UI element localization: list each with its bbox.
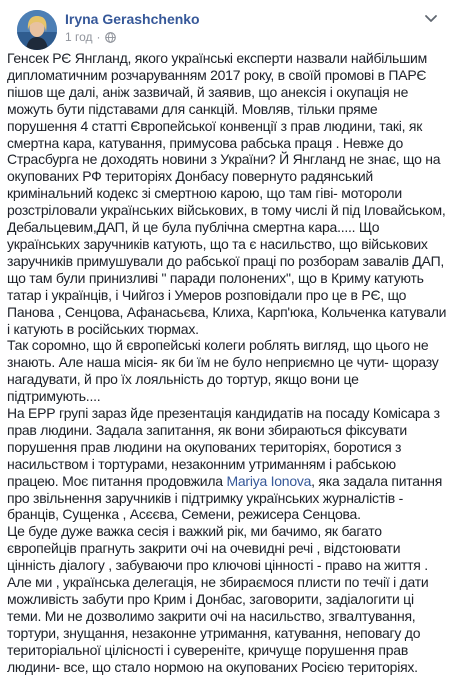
- post-meta: [65, 30, 116, 44]
- post-paragraph-4: Це буде дуже важка сесія і важкий рік, ми бачимо, як багато європейців прагнуть закрити очі на очевидні речі , відстоювати цінність діалогу , забуваючи про ключові цінності - право на життя . Але ми , українська делегація, не збираємося плисти по течії і дати можливість забути про Крим і Донбас, заговорити, задіалогити ці теми. Ми не дозволимо закрити очі на насильство, згвалтування, тортури, знущання, незаконне утримання, катування, неповагу до територіальної цілісності і суверенітe, кричуще порушення прав людини- все, що стало нормою на окупованих Росією територіях.: [7, 523, 429, 675]
- post-header: [7, 0, 450, 48]
- post-body: [7, 50, 450, 676]
- avatar-image: [17, 10, 57, 50]
- mention-link[interactable]: Mariya Ionova: [226, 472, 312, 489]
- post-paragraph-1: Генсек РЄ Янгланд, якого українські експерти назвали найбільшим дипломатичним розчаруванням 2017 року, в своїй промові в ПАРЄ пішов ще далі, аніж зазвичай, й заявив, що анексія і окупація не можуть бути підставами для санкцій. Мовляв, тільки пряме порушення 4 статті Європейської конвенції з прав людини, такі, як смертна кара, катування, примусова рабська праця . Невже до Страсбурга не доходять новини з України? Й Янгланд не знає, що на окупованих РФ територіях Донбасу повернуто радянський кримінальний кодекс зі смертною карою, що там гіві- моторoли розстріловали українських військових, в тому числі й під Іловайськом, Дебальцевим,ДАП, й це була публічна смертна кара..... Що українських заручників катують, що та є насильство, що військових заручників примушували до рабської праці по розборам завалів ДАП, що там були принизливі " паради полонених", що в Криму катують татар і українців, і Чийгоз і Умеров розповідали про це в РЄ, що Панова , Сенцова, Афанасьєва, Клиха, Карп'юка, Кольченка катували і катують в російських тюрмах.: [7, 50, 447, 337]
- paragraph-3-text-end: , яка задала питання про звільнення заручників і підтримку українських журналістів - бранців, Сущенка , Асєєва, Семени, режисера Сенцова.: [7, 472, 443, 523]
- post-timestamp[interactable]: 1 год: [65, 30, 93, 44]
- author-name[interactable]: Iryna Gerashchenko: [65, 11, 200, 27]
- meta-separator: ·: [96, 30, 101, 44]
- chevron-down-icon[interactable]: [424, 14, 438, 24]
- globe-icon[interactable]: [105, 32, 116, 43]
- post-paragraph-3: [7, 405, 450, 523]
- paragraph-3-text-start: На ЕРР групі зараз йде презентація кандидатів на посаду Комісара з прав людини. Задала запитання, як вони збираються фіксувати порушення прав людини на окупованих територіях, боротися з насильством і тортурами, незаконним утриманням і рабською працею. Моє питання продовжила: [7, 405, 440, 489]
- author-avatar[interactable]: [17, 10, 57, 50]
- post-paragraph-2: Так соромно, що й європейські колеги роблять вигляд, що цього не знають. Але наша місія- як би їм не було неприємно це чути- щоразу нагадувати, й про їх лояльність до тортур, якщо вони це підтримують....: [7, 337, 439, 405]
